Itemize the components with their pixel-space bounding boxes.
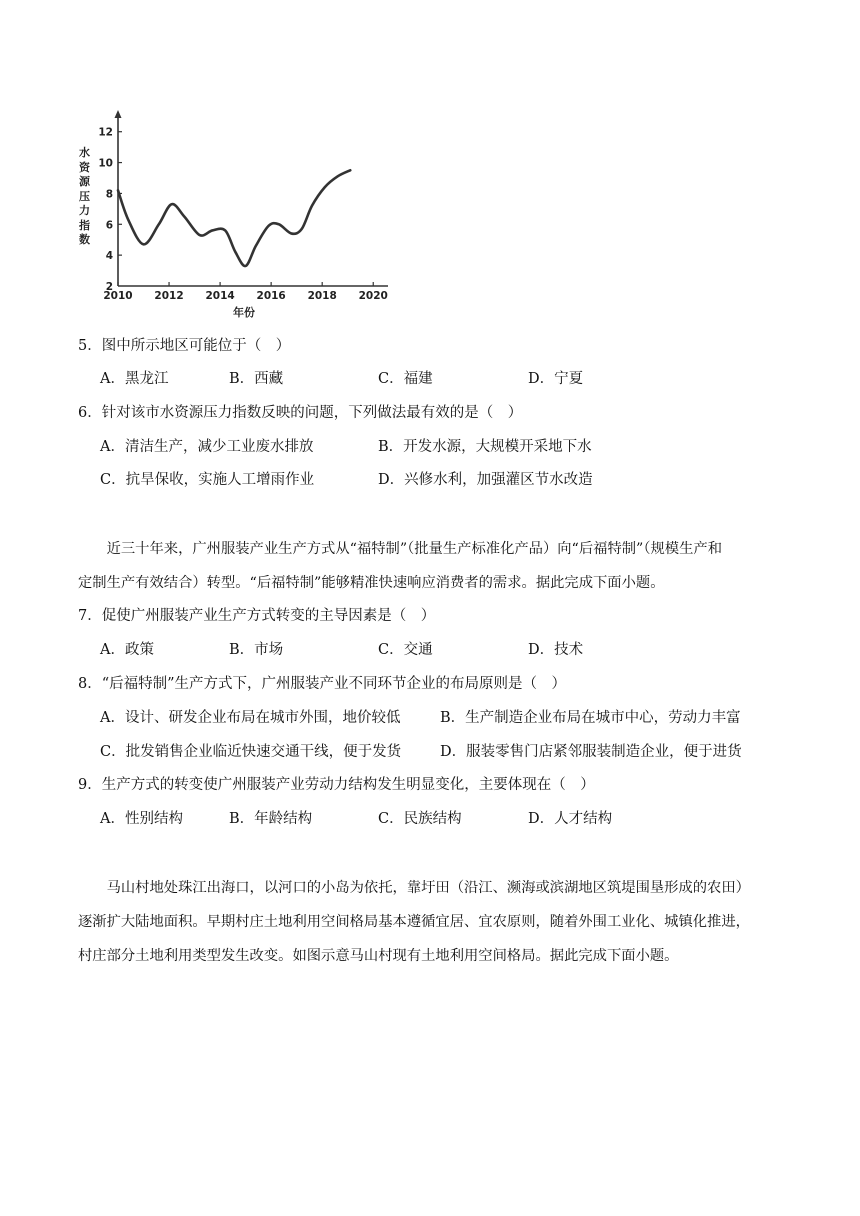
q7-option-b: B．市场 xyxy=(229,642,284,658)
q9-option-b: B．年龄结构 xyxy=(229,811,313,827)
x-tick-label: 2016 xyxy=(256,290,286,302)
q9-option-d: D．人才结构 xyxy=(528,811,613,827)
x-tick-labels xyxy=(103,282,387,302)
x-tick-label: 2012 xyxy=(154,290,184,302)
q8-option-a: A．设计、研发企业布局在城市外围，地价较低 xyxy=(100,710,401,726)
q6-option-b: B．开发水源，大规模开采地下水 xyxy=(378,439,592,455)
series-line xyxy=(118,170,350,266)
x-tick-label: 2014 xyxy=(205,290,235,302)
question-5-stem: 5．图中所示地区可能位于（ ） xyxy=(78,338,291,354)
passage-1 xyxy=(78,532,784,600)
x-axis-label: 年份 xyxy=(233,306,255,319)
q7-option-d: D．技术 xyxy=(528,642,584,658)
q5-option-b: B．西藏 xyxy=(229,371,284,387)
water-stress-line-chart xyxy=(72,105,402,320)
y-tick-label: 8 xyxy=(105,188,113,201)
y-tick-label: 6 xyxy=(105,219,113,232)
passage-2-line-2: 逐渐扩大陆地面积。早期村庄土地利用空间格局基本遵循宜居、宜农原则，随着外围工业化、城镇化推进， xyxy=(78,914,750,930)
q7-option-c: C．交通 xyxy=(378,642,433,658)
q6-option-a: A．清洁生产，减少工业废水排放 xyxy=(100,439,314,455)
q5-option-a: A．黑龙江 xyxy=(100,371,169,387)
y-axis-label: 水资源压力指数 xyxy=(79,146,90,246)
y-tick-label: 4 xyxy=(105,250,113,263)
y-tick-label: 2 xyxy=(105,281,113,293)
q6-option-c: C．抗旱保收，实施人工增雨作业 xyxy=(100,472,315,488)
question-6-stem: 6．针对该市水资源压力指数反映的问题，下列做法最有效的是（ ） xyxy=(78,405,523,421)
question-8-stem: 8．“后福特制”生产方式下，广州服装产业不同环节企业的布局原则是（ ） xyxy=(78,676,567,692)
q9-option-a: A．性别结构 xyxy=(100,811,183,827)
question-7-stem: 7．促使广州服装产业生产方式转变的主导因素是（ ） xyxy=(78,608,436,624)
q8-option-d: D．服装零售门店紧邻服装制造企业，便于进货 xyxy=(440,744,742,760)
y-tick-label: 10 xyxy=(98,157,113,170)
passage-2-line-3: 村庄部分土地利用类型发生改变。如图示意马山村现有土地利用空间格局。据此完成下面小题。 xyxy=(78,948,679,964)
q5-option-d: D．宁夏 xyxy=(528,371,584,387)
passage-1-line-1: 近三十年来，广州服装产业生产方式从“福特制”（批量生产标准化产品）向“后福特制”（规模生产和 xyxy=(78,541,722,557)
passage-2 xyxy=(78,871,784,973)
y-tick-label: 12 xyxy=(98,126,113,139)
passage-2-line-1: 马山村地处珠江出海口，以河口的小岛为依托，靠圩田（沿江、濒海或滨湖地区筑堤围垦形成的农田） xyxy=(78,880,750,896)
x-tick-label: 2010 xyxy=(103,290,133,302)
q8-option-b: B．生产制造企业布局在城市中心，劳动力丰富 xyxy=(440,710,741,726)
x-tick-label: 2018 xyxy=(307,290,337,302)
y-axis-arrow xyxy=(115,110,122,118)
q5-option-c: C．福建 xyxy=(378,371,433,387)
x-tick-label: 2020 xyxy=(358,290,388,302)
q8-option-c: C．批发销售企业临近快速交通干线，便于发货 xyxy=(100,744,402,760)
passage-1-line-2: 定制生产有效结合）转型。“后福特制”能够精准快速响应消费者的需求。据此完成下面小题。 xyxy=(78,575,665,591)
q6-option-d: D．兴修水利，加强灌区节水改造 xyxy=(378,472,593,488)
q7-option-a: A．政策 xyxy=(100,642,154,658)
q9-option-c: C．民族结构 xyxy=(378,811,462,827)
question-9-stem: 9．生产方式的转变使广州服装产业劳动力结构发生明显变化，主要体现在（ ） xyxy=(78,777,595,793)
